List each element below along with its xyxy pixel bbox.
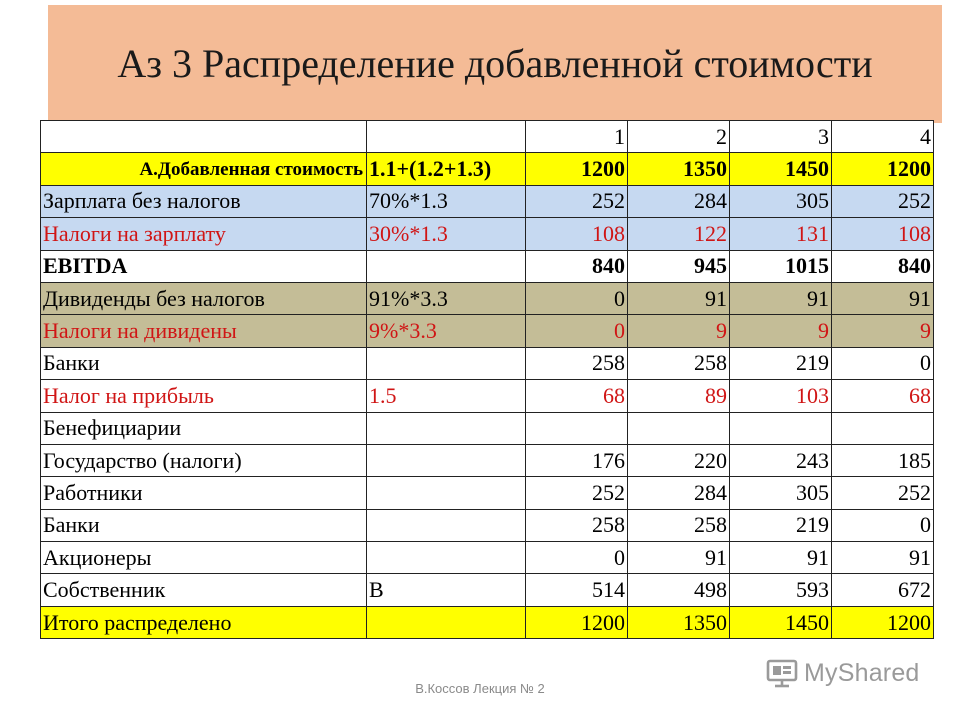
row-value: 91 [628,542,730,574]
row-value: 91 [730,282,832,314]
row-value: 9 [628,315,730,347]
row-formula: В [367,574,526,606]
row-label: Банки [41,347,367,379]
row-value [730,412,832,444]
value-distribution-table [40,120,934,639]
watermark-text: MyShared [804,658,920,687]
table-row-banks-2 [41,509,934,541]
row-value: 252 [832,185,934,217]
row-value [628,412,730,444]
row-value: 0 [526,315,628,347]
table-header-row [41,121,934,153]
row-formula: 70%*1.3 [367,185,526,217]
row-value: 243 [730,444,832,476]
table-row-beneficiaries [41,412,934,444]
row-value: 91 [730,542,832,574]
row-formula [367,606,526,638]
row-value: 514 [526,574,628,606]
row-label: Дивиденды без налогов [41,282,367,314]
row-value: 498 [628,574,730,606]
row-label: Акционеры [41,542,367,574]
row-value: 593 [730,574,832,606]
table-row-banks [41,347,934,379]
row-value: 258 [628,347,730,379]
slide-footer: В.Коссов Лекция № 2 [415,681,545,696]
table-row-shareholders [41,542,934,574]
row-value: 284 [628,185,730,217]
row-label: Налоги на дивидены [41,315,367,347]
table-row-workers [41,477,934,509]
row-formula: 91%*3.3 [367,282,526,314]
row-value: 0 [526,282,628,314]
row-formula [367,542,526,574]
row-formula [367,477,526,509]
header-cell-label [41,121,367,153]
row-value: 258 [526,347,628,379]
row-value: 305 [730,185,832,217]
table-row-state [41,444,934,476]
row-value: 1450 [730,153,832,185]
row-value: 9 [832,315,934,347]
row-value: 9 [730,315,832,347]
row-formula: 1.5 [367,380,526,412]
row-formula [367,509,526,541]
row-value: 1200 [832,606,934,638]
row-value: 122 [628,218,730,250]
row-value [832,412,934,444]
row-value: 89 [628,380,730,412]
row-value: 91 [628,282,730,314]
row-value: 103 [730,380,832,412]
row-formula: 30%*1.3 [367,218,526,250]
row-value: 176 [526,444,628,476]
row-value: 258 [526,509,628,541]
row-value [526,412,628,444]
row-value: 0 [832,509,934,541]
table-row-dividend-taxes [41,315,934,347]
slide-title: Аз 3 Распределение добавленной стоимости [117,41,873,86]
header-cell-col-2: 2 [628,121,730,153]
row-formula [367,250,526,282]
row-value: 1450 [730,606,832,638]
row-value: 284 [628,477,730,509]
row-label: EBITDA [41,250,367,282]
row-value: 840 [526,250,628,282]
table-row-profit-tax [41,380,934,412]
row-label: Банки [41,509,367,541]
row-value: 185 [832,444,934,476]
row-value: 0 [526,542,628,574]
row-value: 840 [832,250,934,282]
table-row-total-distributed [41,606,934,638]
row-label: Работники [41,477,367,509]
header-cell-col-1: 1 [526,121,628,153]
row-label: Налоги на зарплату [41,218,367,250]
table-row-salary [41,185,934,217]
header-cell-col-3: 3 [730,121,832,153]
table-row-added-value [41,153,934,185]
row-label: Собственник [41,574,367,606]
header-cell-formula [367,121,526,153]
row-value: 1200 [832,153,934,185]
row-value: 258 [628,509,730,541]
table-row-owner [41,574,934,606]
row-formula [367,347,526,379]
row-value: 1200 [526,153,628,185]
row-value: 252 [526,477,628,509]
row-value: 252 [832,477,934,509]
row-value: 1015 [730,250,832,282]
row-formula: 1.1+(1.2+1.3) [367,153,526,185]
row-formula: 9%*3.3 [367,315,526,347]
row-value: 219 [730,347,832,379]
row-value: 1200 [526,606,628,638]
row-value: 91 [832,282,934,314]
row-value: 108 [526,218,628,250]
row-value: 68 [526,380,628,412]
row-value: 305 [730,477,832,509]
row-value: 1350 [628,153,730,185]
row-value: 68 [832,380,934,412]
row-formula [367,412,526,444]
row-value: 1350 [628,606,730,638]
row-value: 220 [628,444,730,476]
row-value: 131 [730,218,832,250]
row-label: Итого распределено [41,606,367,638]
row-label: Бенефициарии [41,412,367,444]
row-label: А.Добавленная стоимость [41,153,367,185]
row-label: Налог на прибыль [41,380,367,412]
presentation-board-icon [766,657,798,689]
row-value: 945 [628,250,730,282]
watermark [766,656,920,690]
table-row-dividends [41,282,934,314]
header-cell-col-4: 4 [832,121,934,153]
table-row-salary-taxes [41,218,934,250]
row-value: 672 [832,574,934,606]
row-formula [367,444,526,476]
row-value: 0 [832,347,934,379]
table-row-ebitda [41,250,934,282]
row-value: 219 [730,509,832,541]
row-value: 108 [832,218,934,250]
row-label: Зарплата без налогов [41,185,367,217]
row-label: Государство (налоги) [41,444,367,476]
row-value: 91 [832,542,934,574]
row-value: 252 [526,185,628,217]
